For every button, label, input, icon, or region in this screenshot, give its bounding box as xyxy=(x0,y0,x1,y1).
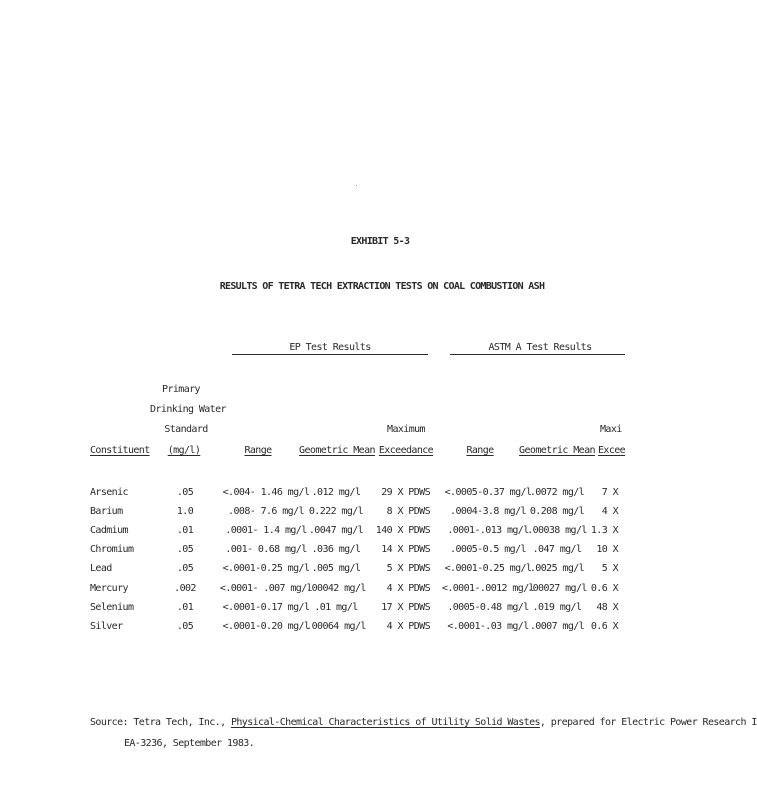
primary-header-line2: Drinking Water xyxy=(150,404,226,415)
cell-ep-mean: .012 mg/l xyxy=(311,487,361,498)
cell-ep-max: 4 X PDWS xyxy=(386,583,430,594)
cell-ep-max: 14 X PDWS xyxy=(381,544,430,555)
ep-mean-header: Geometric Mean xyxy=(299,445,375,456)
cell-constituent: Chromium xyxy=(90,544,134,555)
cell-astm-max: 5 X xyxy=(601,563,618,574)
primary-header-line3: Standard xyxy=(164,424,208,435)
cell-ep-mean: 0.222 mg/l xyxy=(308,506,364,517)
cell-ep-max: 29 X PDWS xyxy=(381,487,430,498)
cell-ep-range: <.0001-0.20 mg/l xyxy=(222,621,310,632)
astm-max-header-line2: Excee xyxy=(598,445,626,456)
cell-standard: .002 xyxy=(174,583,196,594)
cell-astm-max: 48 X xyxy=(596,602,618,613)
cell-astm-mean: .019 mg/l xyxy=(532,602,582,613)
source-prefix: Source: Tetra Tech, Inc., xyxy=(90,717,231,728)
cell-ep-max: 5 X PDWS xyxy=(386,563,430,574)
exhibit-title: RESULTS OF TETRA TECH EXTRACTION TESTS ON COAL COMBUSTION ASH xyxy=(219,281,545,292)
cell-ep-max: 8 X PDWS xyxy=(386,506,430,517)
cell-astm-range: .0005-0.48 mg/l xyxy=(447,602,529,613)
exhibit-label: EXHIBIT 5-3 xyxy=(350,236,410,247)
ep-max-header-line1: Maximum xyxy=(387,424,425,435)
cell-ep-mean: .036 mg/l xyxy=(311,544,361,555)
cell-astm-range: .0004-3.8 mg/l xyxy=(450,506,526,517)
scan-speck xyxy=(356,185,357,186)
source-note xyxy=(90,717,757,729)
cell-astm-range: <.0001-.0012 mg/l xyxy=(441,583,535,594)
cell-astm-range: .0005-0.5 mg/l xyxy=(450,544,526,555)
cell-astm-mean: .0072 mg/l xyxy=(529,487,585,498)
cell-astm-max: 10 X xyxy=(596,544,618,555)
cell-ep-range: <.0001- .007 mg/l xyxy=(219,583,313,594)
cell-astm-mean: .00038 mg/l xyxy=(527,525,587,536)
cell-standard: .01 xyxy=(176,602,194,613)
cell-ep-range: <.004- 1.46 mg/l xyxy=(222,487,310,498)
cell-astm-range: .0001-.013 mg/l xyxy=(447,525,529,536)
cell-constituent: Cadmium xyxy=(90,525,128,536)
cell-astm-mean: 0.208 mg/l xyxy=(529,506,585,517)
cell-standard: .01 xyxy=(176,525,194,536)
constituent-header: Constituent xyxy=(90,445,150,456)
astm-group-label: ASTM A Test Results xyxy=(488,342,592,353)
cell-constituent: Silver xyxy=(90,621,123,632)
ep-group-label: EP Test Results xyxy=(289,342,371,353)
cell-astm-max: 1.3 X xyxy=(590,525,618,536)
cell-astm-range: <.0001-0.25 mg/l xyxy=(444,563,532,574)
cell-ep-range: <.0001-0.17 mg/l xyxy=(222,602,310,613)
astm-max-header-line1: Maxi xyxy=(600,424,622,435)
source-suffix: , prepared for Electric Power Research I xyxy=(539,717,757,728)
cell-astm-range: <.0005-0.37 mg/l xyxy=(444,487,532,498)
cell-ep-range: .0001- 1.4 mg/l xyxy=(225,525,307,536)
cell-astm-max: 0.6 X xyxy=(590,621,618,632)
cell-ep-mean: .00042 mg/l xyxy=(306,583,366,594)
cell-ep-range: .001- 0.68 mg/l xyxy=(225,544,307,555)
cell-constituent: Selenium xyxy=(90,602,134,613)
cell-astm-mean: .0007 mg/l xyxy=(529,621,585,632)
cell-standard: 1.0 xyxy=(176,506,194,517)
cell-astm-max: 0.6 X xyxy=(590,583,618,594)
cell-constituent: Barium xyxy=(90,506,123,517)
cell-astm-max: 4 X xyxy=(601,506,618,517)
primary-header-unit: (mg/l) xyxy=(167,445,201,456)
ep-range-header: Range xyxy=(244,445,272,456)
cell-astm-mean: .0025 mg/l xyxy=(529,563,585,574)
cell-constituent: Lead xyxy=(90,563,112,574)
cell-astm-max: 7 X xyxy=(601,487,618,498)
cell-standard: .05 xyxy=(176,563,194,574)
cell-ep-mean: .0047 mg/l xyxy=(308,525,364,536)
cell-astm-mean: .047 mg/l xyxy=(532,544,582,555)
cell-standard: .05 xyxy=(176,487,194,498)
source-title: Physical-Chemical Characteristics of Utility Solid Wastes xyxy=(230,717,540,728)
ep-group-rule xyxy=(232,354,428,355)
cell-ep-mean: .00064 mg/l xyxy=(306,621,366,632)
cell-standard: .05 xyxy=(176,621,194,632)
cell-ep-max: 4 X PDWS xyxy=(386,621,430,632)
astm-range-header: Range xyxy=(466,445,494,456)
astm-group-rule xyxy=(450,354,625,355)
cell-ep-range: .008- 7.6 mg/l xyxy=(228,506,304,517)
cell-astm-mean: .00027 mg/l xyxy=(527,583,587,594)
source-note-line2: EA-3236, September 1983. xyxy=(124,738,255,749)
cell-ep-range: <.0001-0.25 mg/l xyxy=(222,563,310,574)
cell-ep-mean: .005 mg/l xyxy=(311,563,361,574)
cell-ep-max: 140 X PDWS xyxy=(375,525,430,536)
astm-mean-header: Geometric Mean xyxy=(519,445,595,456)
cell-constituent: Mercury xyxy=(90,583,128,594)
cell-constituent: Arsenic xyxy=(90,487,128,498)
ep-max-header-line2: Exceedance xyxy=(378,445,434,456)
cell-astm-range: <.0001-.03 mg/l xyxy=(447,621,529,632)
cell-standard: .05 xyxy=(176,544,194,555)
cell-ep-mean: .01 mg/l xyxy=(314,602,358,613)
cell-ep-max: 17 X PDWS xyxy=(381,602,430,613)
primary-header-line1: Primary xyxy=(162,384,200,395)
